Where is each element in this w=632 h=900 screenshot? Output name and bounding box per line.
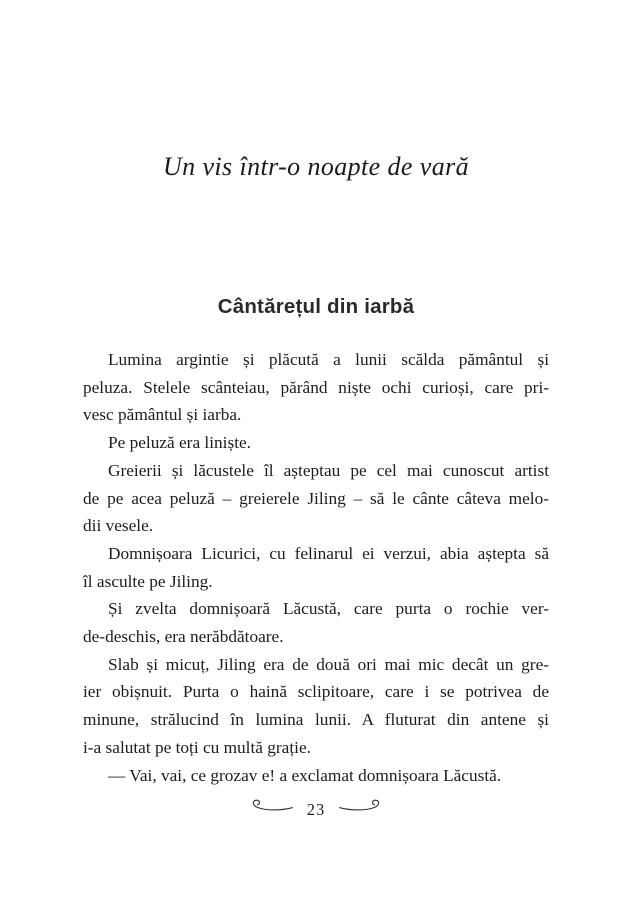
text-line: Lumina argintie și plăcută a lunii scălda pământul și <box>108 350 549 369</box>
paragraph <box>83 595 549 650</box>
text-line: Pe peluză era liniște. <box>108 433 251 453</box>
page-footer <box>0 800 632 820</box>
text-line: îl asculte pe Jiling. <box>83 571 213 591</box>
paragraph <box>83 457 549 540</box>
paragraph <box>83 540 549 595</box>
paragraph <box>83 762 549 790</box>
text-line: i-a salutat pe toți cu multă grație. <box>83 737 311 757</box>
paragraph <box>83 651 549 762</box>
text-line: Slab și micuț, Jiling era de două ori mai mic decât un gre- <box>108 654 549 674</box>
text-line: vesc pământul și iarba. <box>83 405 242 425</box>
text-line: peluza. Stelele scânteiau, părând niște ochi curioși, care pri- <box>83 377 549 397</box>
chapter-title: Un vis într-o noapte de vară <box>162 152 470 181</box>
text-line: minune, strălucind în lumina lunii. A fluturat din antene și <box>83 710 549 730</box>
story-title: Cântărețul din iarbă <box>217 295 415 318</box>
paragraph <box>83 346 549 429</box>
text-line: Domnișoara Licurici, cu felinarul ei verzui, abia aștepta să <box>108 543 549 563</box>
text-line: dii vesele. <box>83 516 154 536</box>
text-line: de pe acea peluză – greierele Jiling – să le cânte câteva melo- <box>83 488 549 508</box>
text-line: Greierii și lăcustele îl așteptau pe cel mai cunoscut artist <box>108 460 549 480</box>
text-line: de-deschis, era nerăbdătoare. <box>83 627 284 647</box>
text-line: ier obișnuit. Purta o haină sclipitoare, care i se potrivea de <box>83 682 549 702</box>
text-line: — Vai, vai, ce grozav e! a exclamat domnișoara Lăcustă. <box>108 765 502 785</box>
paragraph <box>83 429 549 457</box>
flourish-right-icon <box>338 798 384 814</box>
body-text <box>83 346 549 789</box>
text-line: Și zvelta domnișoară Lăcustă, care purta o rochie ver- <box>108 599 549 619</box>
flourish-left-icon <box>248 798 294 814</box>
page-number: 23 <box>306 800 326 820</box>
